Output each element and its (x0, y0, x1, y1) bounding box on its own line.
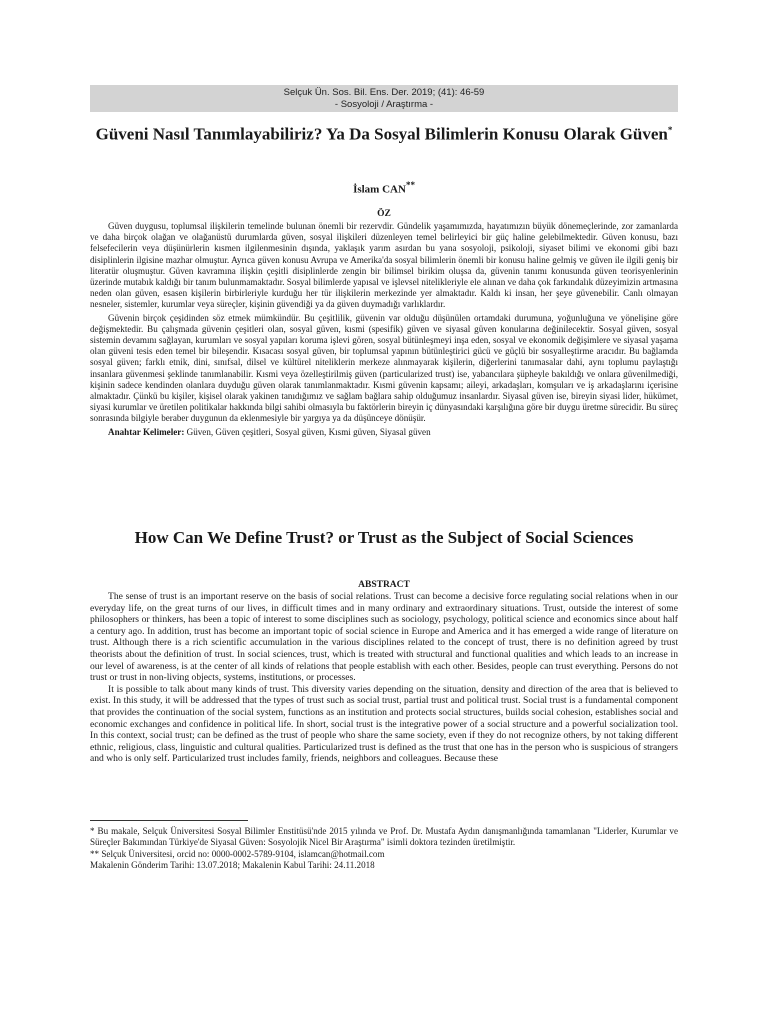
author-name (90, 180, 678, 196)
english-abstract-paragraph-2: It is possible to talk about many kinds of trust. This diversity varies depending on the situation, density and direction of the area that is believed to exist. In this study, it will be addressed that the types of trust such as social trust, partial trust and political trust. Social trust is a fundamental component that provides the continuation of the social system, functions as an institution and protects social structures, builds social cohesion, establishes social and economic exchanges and confidence in political life. In short, social trust is the integrative power of a social structure and a powerful socialization tool. In this context, social trust; can be defined as the trust of people who share the same society, even if they do not recognize others, by not taking different ethnic, religious, class, linguistic and cultural qualities. Particularized trust is defined as the trust that one has in the person who is suspicious of strangers and who is only self. Particularized trust includes family, friends, neighbors and colleagues. Because these (90, 683, 678, 765)
title-footnote-mark: * (667, 125, 673, 135)
turkish-title (90, 120, 678, 145)
submission-dates: Makalenin Gönderim Tarihi: 13.07.2018; Makalenin Kabul Tarihi: 24.11.2018 (90, 860, 375, 871)
footnotes (90, 826, 678, 872)
turkish-abstract-paragraph-2: Güvenin birçok çeşidinden söz etmek mümkündür. Bu çeşitlilik, güvenin var olduğu düşünülen ortamdaki durumuna, yoğunluğuna ve yönelişine göre değişmektedir. Bu çalışmada güvenin çeşitleri olan, sosyal güven, kısmi (spesifik) güven ve siyasal güven konularına değinilecektir. Sosyal güven, sosyal sistemin devamını sağlayan, kurumları ve sosyal yapıları koruma işlevi gören, sosyal bütünleşmeyi inşa eden, sosyal ve ekonomik değişimlere ve siyasal yaşama olan güveni tesis eden temel bir bileşendir. Kısacası sosyal güven, bir toplumsal yapının bütünleştirici gücü ve güçlü bir sosyalleştirme aracıdır. Bu bağlamda sosyal güven; farklı etnik, dini, sınıfsal, dilsel ve kültürel niteliklerin merkeze alınmayarak kişilerin, diğerlerini tanımasalar dahi, aynı toplumu paylaştığı insanlara güvenmesi şeklinde tanımlanabilir. Kısmi veya özelleştirilmiş güven (particularized trust) ise, yabancılara şüpheyle bakıldığı ve onlara güvenilmediği, kişinin sadece kendinden olanlara duyduğu güven olarak tanımlanmaktadır. Kısmi güvenin kapsamı; aileyi, arkadaşları, komşuları ve iş arkadaşlarını içerisine almaktadır. Çünkü bu kişiler, kişisel olarak yakinen tanıdığımız ve sağlam bağlara sahip olduğumuz insanlardır. Siyasal güven ise, bireyin siyasi lider, hükümet, siyasi kurumlar ve üretilen politikalar hakkında bilgi sahibi olmasıyla bu faktörlerin bireyin iç dünyasındaki karşılığına göre bir duygu üretme sürecidir. Bu süreç sonrasında bilgiyle beraber duygunun da eklenmesiyle bir yargıya ya da düşünceye dönüşür. (90, 312, 678, 424)
turkish-abstract-paragraph-1: Güven duygusu, toplumsal ilişkilerin temelinde bulunan önemli bir rezervdir. Gündelik yaşamımızda, hayatımızın büyük dönemeçlerinde, zor zamanlarda ve daha birçok olağan ve olağanüstü durumlarda güven, sosyal ilişkileri düzenleyen temel belirleyici bir güç haline gelebilmektedir. Güven konusu, bazı felsefecilerin veya düşünürlerin kısmen ilgilenmesinin dışında, yaklaşık yarım asırdan bu yana sosyoloji, psikoloji, siyaset bilimi ve ekonomi gibi bazı disiplinlerin ilgisine mazhar olmuştur. Ayrıca güven konusu Avrupa ve Amerika'da sosyal bilimlerin önemli bir konusu haline gelmiş ve güven ile ilgili geniş bir literatür oluşmuştur. Güven kavramına ilişkin çeşitli disiplinlerde zengin bir bilimsel birikim oluşsa da, güvenin tanımı konusunda güven teorisyenlerinin üzerinde mutabık kaldığı bir tanım bulunmamaktadır. Sosyal bilimlerde yapısal ve işlevsel nitelikleriyle ele alınan ve daha çok farkındalık düzeyimizin artmasına neden olan güven, esasen kişilerin birbirleriyle kurduğu her tür ilişkilerin merkezinde yer almaktadır. Kaldı ki insan, her şeye güvenebilir. Canlı olmayan nesneler, sistemler, kurumlar veya süreçler, kişinin güvendiği ya da güven duymadığı varlıklardır. (90, 221, 678, 310)
author-footnote-mark: ** (405, 180, 415, 190)
oz-heading: ÖZ (377, 209, 391, 219)
journal-section: - Sosyoloji / Araştırma - (334, 99, 434, 110)
english-title: How Can We Define Trust? or Trust as the Subject of Social Sciences (134, 528, 634, 547)
keywords-text: Güven, Güven çeşitleri, Sosyal güven, Kısmi güven, Siyasal güven (186, 426, 431, 437)
journal-header (90, 85, 678, 112)
footnote-1: * Bu makale, Selçuk Üniversitesi Sosyal Bilimler Enstitüsü'nde 2015 yılında ve Prof. Dr. Mustafa Aydın danışmanlığında tamamlanan "Liderler, Kurumlar ve Süreçler Bakımından Türkiye'de Siyasal Güven: Sosyolojik Nicel Bir Araştırma" isimli doktora tezinden üretilmiştir. (90, 826, 678, 848)
english-abstract (90, 591, 678, 765)
abstract-heading: ABSTRACT (358, 580, 410, 590)
author-name-text: İslam CAN (353, 183, 406, 196)
journal-citation: Selçuk Ün. Sos. Bil. Ens. Der. 2019; (41): 46-59 (283, 87, 485, 98)
footnote-2: ** Selçuk Üniversitesi, orcid no: 0000-0002-5789-9104, islamcan@hotmail.com (90, 848, 385, 859)
keywords-label: Anahtar Kelimeler: (108, 426, 185, 437)
keywords-line (90, 427, 678, 438)
footnote-divider (90, 820, 248, 821)
turkish-title-text: Güveni Nasıl Tanımlayabiliriz? Ya Da Sosyal Bilimlerin Konusu Olarak Güven (95, 124, 668, 144)
turkish-abstract (90, 221, 678, 438)
english-abstract-paragraph-1: The sense of trust is an important reserve on the basis of social relations. Trust can become a decisive force regulating social relations when in our everyday life, on the great turns of our lives, in difficult times and in many ordinary and extraordinary situations. Trust, outside the interest of some philosophers or thinkers, has been a topic of interest to some disciplines such as sociology, psychology, political science and economics since about half a century ago. In addition, trust has become an important topic of social science in Europe and America and it has emerged a wide range of literature on trust. Although there is a rich scientific accumulation in the various disciplines related to the concept of trust, there is no definition agreed by trust theorists about the definition of trust. In social sciences, trust, which is treated with structural and functional qualities and which leads to an increase in our level of awareness, is at the center of all kinds of relations that people establish with each other. Besides, people can trust everything. Persons do not trust or trust in non-living objects, systems, institutions, or processes. (90, 591, 678, 684)
